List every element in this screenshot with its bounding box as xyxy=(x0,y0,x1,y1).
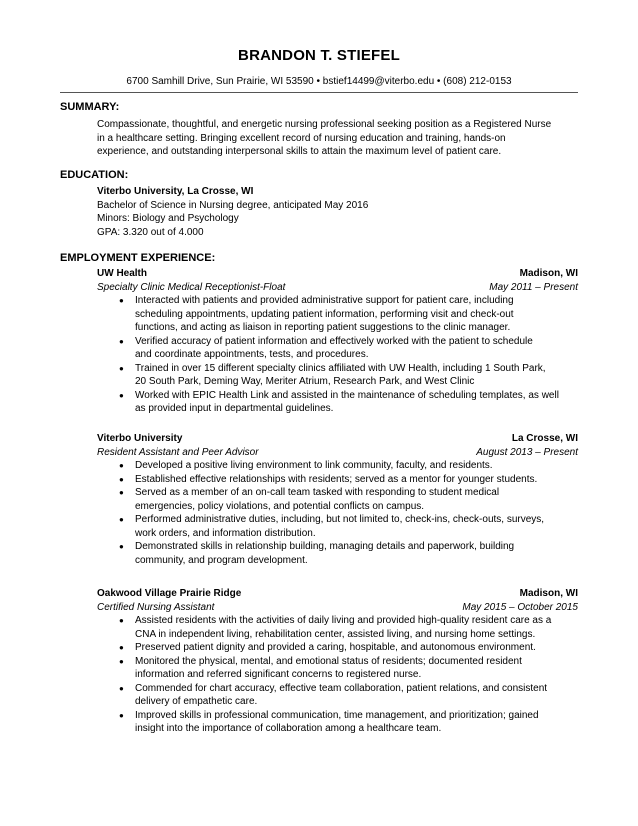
list-item xyxy=(97,513,578,540)
job-organization: UW Health xyxy=(97,268,147,279)
job-subheader xyxy=(97,281,578,295)
job-organization: Viterbo University xyxy=(97,433,183,444)
job-title: Resident Assistant and Peer Advisor xyxy=(97,446,259,458)
summary-line: Compassionate, thoughtful, and energetic nursing professional seeking position as a Registered Nurse xyxy=(97,119,552,130)
bullet-line: ● Served as a member of an on-call team tasked with responding to student medical xyxy=(135,487,500,498)
bullet-line: 20 South Park, Deming Way, Meriter Atrium, Research Park, and West Clinic xyxy=(135,376,475,387)
education-school: Viterbo University, La Crosse, WI xyxy=(97,186,254,197)
bullet-line: ● Commended for chart accuracy, effective team collaboration, patient relations, and consistent xyxy=(135,682,548,694)
list-item xyxy=(97,294,578,335)
bullet-line: CNA in independent living, rehabilitation center, assisted living, and nursing home settings. xyxy=(135,628,536,640)
summary-text xyxy=(97,118,578,159)
job-header xyxy=(97,267,578,281)
summary-line: in a healthcare setting. Bringing excellent record of nursing education and training, hands-on xyxy=(97,132,506,144)
bullet-line: functions, and acting as liaison in reporting patient suggestions to the clinic manager. xyxy=(135,322,511,333)
bullet-line: ● Performed administrative duties, including, but not limited to, check-ins, check-outs, surveys, xyxy=(135,514,545,525)
list-item xyxy=(97,655,578,682)
job-dates: May 2011 – Present xyxy=(489,281,578,293)
job-dates: August 2013 – Present xyxy=(476,446,578,458)
job-title: Certified Nursing Assistant xyxy=(97,601,215,613)
list-item xyxy=(97,335,578,362)
list-item xyxy=(97,362,578,389)
education-gpa: GPA: 3.320 out of 4.000 xyxy=(97,226,204,238)
summary-heading: SUMMARY: xyxy=(60,101,120,113)
contact-line: 6700 Samhill Drive, Sun Prairie, WI 53590 • bstief14499@viterbo.edu • (608) 212-0153 xyxy=(126,76,512,87)
candidate-name: BRANDON T. STIEFEL xyxy=(238,47,400,64)
bullet-line: ● Verified accuracy of patient information and effectively worked with the patient to schedule xyxy=(135,335,533,347)
bullet-line: ● Assisted residents with the activities of daily living and provided high-quality resident care as a xyxy=(135,615,552,626)
bullet-line: ● Established effective relationships with residents; served as a mentor for younger students. xyxy=(135,473,538,485)
education-degree: Bachelor of Science in Nursing degree, anticipated May 2016 xyxy=(97,199,369,211)
education-block xyxy=(97,185,578,239)
job-subheader xyxy=(97,601,578,615)
education-minors: Minors: Biology and Psychology xyxy=(97,213,239,224)
education-heading: EDUCATION: xyxy=(60,169,129,181)
job-header xyxy=(97,587,578,601)
bullet-line: emergencies, policy violations, and potential conflicts on campus. xyxy=(135,500,425,512)
job-entry xyxy=(97,587,578,736)
job-subheader xyxy=(97,446,578,460)
bullet-line: insight into the importance of collaboration among a healthcare team. xyxy=(135,723,442,734)
list-item xyxy=(97,682,578,709)
experience-heading: EMPLOYMENT EXPERIENCE: xyxy=(60,252,216,264)
job-title: Specialty Clinic Medical Receptionist-Float xyxy=(97,281,286,293)
list-item xyxy=(97,641,578,655)
bullet-line: as provided input in departmental guidelines. xyxy=(135,403,334,414)
job-dates: May 2015 – October 2015 xyxy=(462,601,578,613)
bullet-line: ● Demonstrated skills in relationship building, managing details and paperwork, building xyxy=(135,541,515,552)
summary-line: experience, and outstanding interpersonal skills to attain the maximum level of patient care. xyxy=(97,146,502,157)
list-item xyxy=(97,459,578,473)
bullet-line: work orders, and information distribution. xyxy=(135,527,316,539)
job-entry xyxy=(97,267,578,416)
job-bullets xyxy=(97,459,578,567)
job-location: La Crosse, WI xyxy=(511,433,578,444)
bullet-line: ● Improved skills in professional communication, time management, and prioritization; gained xyxy=(135,709,539,721)
bullet-line: delivery of empathetic care. xyxy=(135,696,258,707)
list-item xyxy=(97,709,578,736)
bullet-line: ● Preserved patient dignity and provided a caring, hospitable, and autonomous environment. xyxy=(135,642,536,653)
job-organization: Oakwood Village Prairie Ridge xyxy=(97,588,242,599)
job-bullets xyxy=(97,294,578,416)
job-header xyxy=(97,432,578,446)
job-location: Madison, WI xyxy=(519,268,578,279)
list-item xyxy=(97,486,578,513)
bullet-line: and coordinate appointments, tests, and procedures. xyxy=(135,349,369,360)
bullet-line: ● Interacted with patients and provided administrative support for patient care, including xyxy=(135,295,514,306)
list-item xyxy=(97,389,578,416)
bullet-line: ● Monitored the physical, mental, and emotional status of residents; documented resident xyxy=(135,655,522,667)
list-item xyxy=(97,614,578,641)
bullet-line: ● Developed a positive living environment to link community, faculty, and residents. xyxy=(135,460,493,471)
bullet-line: scheduling appointments, updating patient information, performing visit and check-out xyxy=(135,308,514,320)
bullet-line: community, and program development. xyxy=(135,554,308,566)
job-bullets xyxy=(97,614,578,736)
job-entry xyxy=(97,432,578,567)
bullet-line: ● Trained in over 15 different specialty clinics affiliated with UW Health, including 1 South Park, xyxy=(135,362,546,374)
header-divider xyxy=(60,92,578,93)
bullet-line: information and referred significant concerns to registered nurse. xyxy=(135,669,422,680)
job-location: Madison, WI xyxy=(519,588,578,599)
list-item xyxy=(97,473,578,487)
list-item xyxy=(97,540,578,567)
bullet-line: ● Worked with EPIC Health Link and assisted in the maintenance of scheduling templates, as well xyxy=(135,389,559,401)
